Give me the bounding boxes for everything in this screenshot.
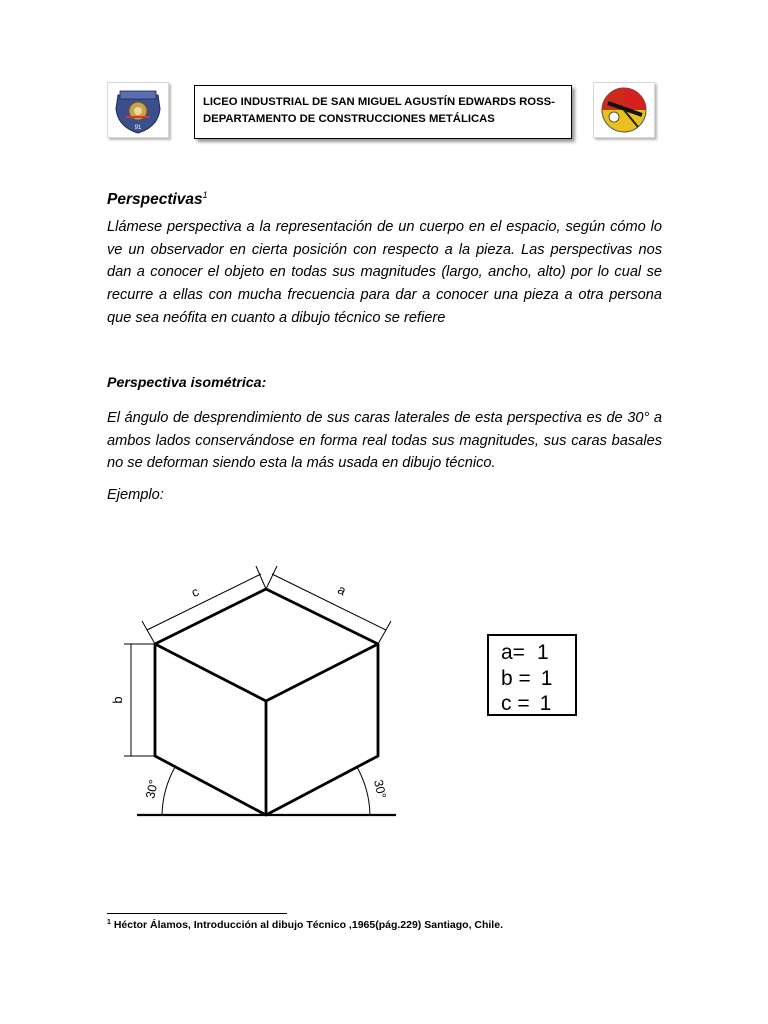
title-text: Perspectivas	[107, 191, 203, 208]
section-title-perspectivas	[107, 190, 208, 209]
department-logo-icon	[594, 83, 654, 137]
value-b-number: 1	[540, 666, 553, 690]
values-box	[487, 634, 577, 716]
value-row-c	[501, 691, 575, 717]
department-logo	[593, 82, 655, 138]
label-a: a	[335, 581, 349, 599]
header-line-1: LICEO INDUSTRIAL DE SAN MIGUEL AGUSTÍN EDWARDS ROSS-	[203, 96, 555, 108]
example-label: Ejemplo:	[107, 487, 164, 503]
angle-arc-right	[357, 767, 370, 815]
footnote-reference: 1	[202, 190, 208, 200]
section-title-isometrica: Perspectiva isométrica:	[107, 375, 267, 391]
paragraph-isometrica: El ángulo de desprendimiento de sus caras laterales de esta perspectiva es de 30° a ambos lados conservándose en forma real todas sus magnitudes, sus caras basales no se deforman siendo esta la más usada en dibujo técnico.	[107, 410, 662, 472]
school-crest-logo	[107, 82, 169, 138]
angle-arc-left	[162, 767, 175, 815]
cube-outline	[155, 589, 378, 815]
footnote-separator	[107, 913, 287, 914]
angle-label-right: 30°	[371, 778, 389, 800]
value-a-number: 1	[536, 641, 549, 664]
footnote-text: Héctor Álamos, Introducción al dibujo Técnico ,1965(pág.229) Santiago, Chile.	[110, 919, 503, 931]
dimension-b	[124, 644, 155, 756]
header-line-2: DEPARTAMENTO DE CONSTRUCCIONES METÁLICAS	[203, 113, 495, 125]
label-c: c	[188, 583, 202, 601]
school-crest-icon	[108, 83, 168, 137]
dimension-c	[142, 566, 266, 644]
footnote-number: 1	[107, 919, 111, 926]
value-c-equation: c =	[501, 692, 530, 715]
paragraph-perspectivas: Llámese perspectiva a la representación de un cuerpo en el espacio, según cómo lo ve un observador en cierta posición con respecto a la pieza. Las perspectivas nos dan a conocer el objeto en todas sus magnitudes (largo, ancho, alto) por lo cual se recurre a ellas con mucha frecuencia para dar a conocer una pieza a otra persona que sea neófita en cuanto a dibujo técnico se refiere	[107, 219, 662, 326]
value-a-equation: a=	[501, 641, 525, 664]
value-row-b	[501, 666, 575, 692]
value-row-a	[501, 640, 575, 666]
institution-header	[194, 85, 572, 139]
value-b-equation: b =	[501, 666, 531, 690]
value-c-number: 1	[539, 692, 552, 715]
angle-label-left: 30°	[143, 778, 161, 800]
footnote	[107, 919, 503, 931]
label-b: b	[110, 696, 125, 704]
svg-text:91: 91	[134, 125, 142, 131]
dimension-a	[266, 566, 391, 644]
